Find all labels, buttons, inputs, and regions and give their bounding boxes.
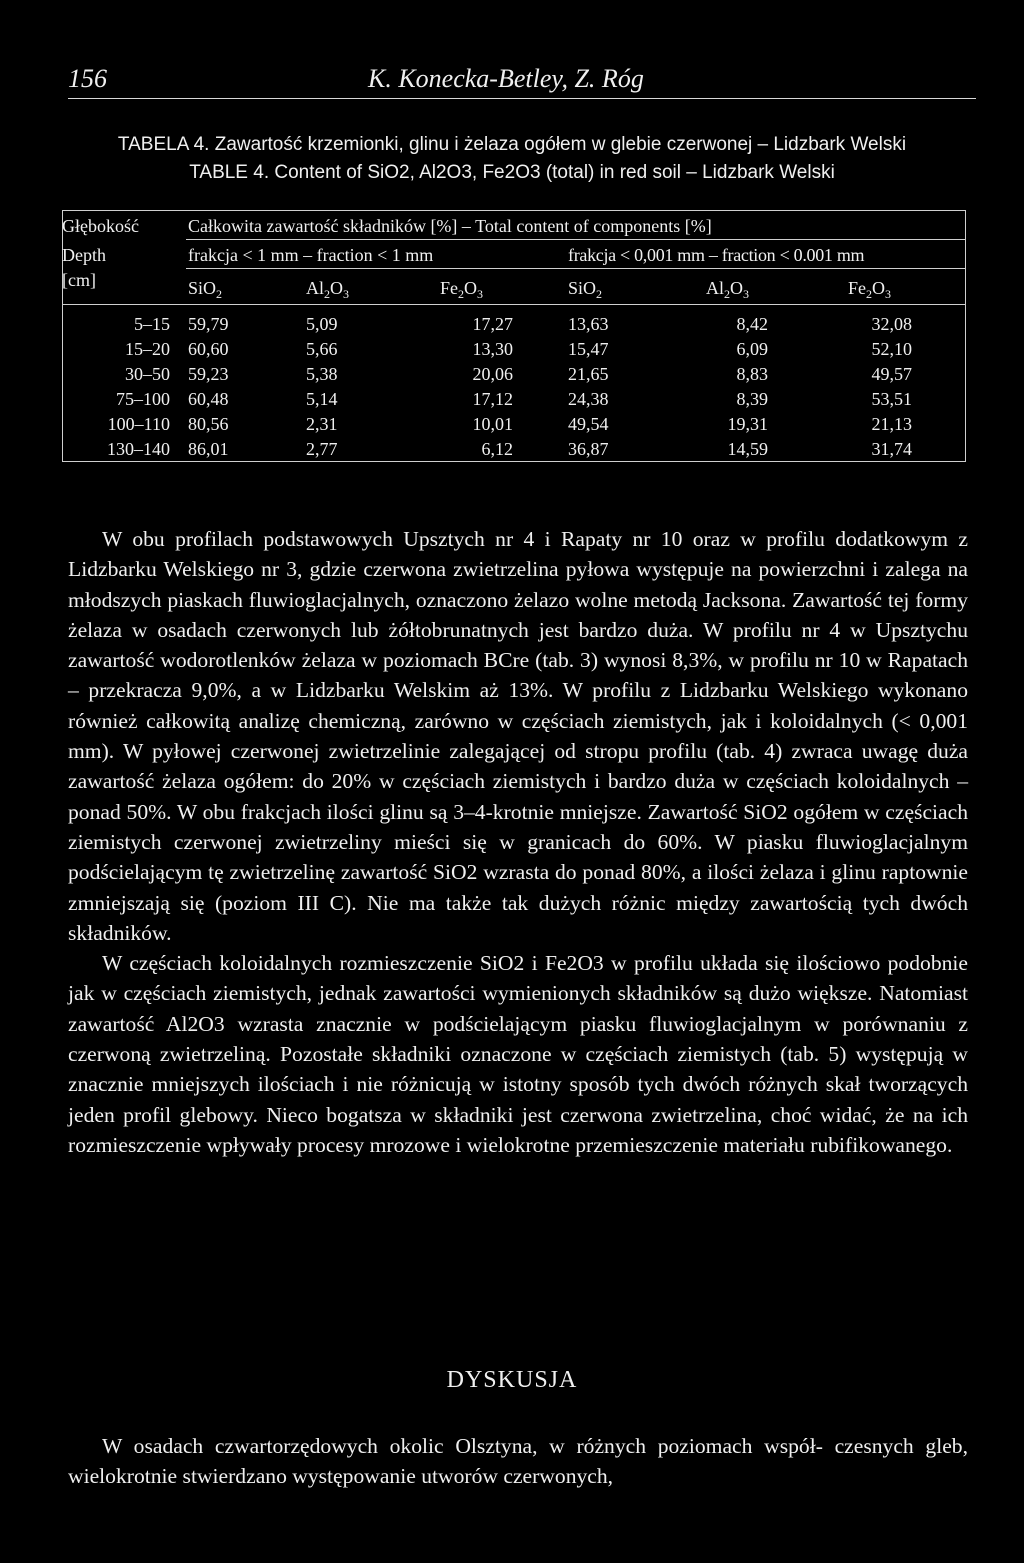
table-row-depth: 30–50 xyxy=(125,364,170,384)
table-cell: 8,42 xyxy=(736,314,768,334)
table-cell: 17,12 xyxy=(472,389,513,409)
paragraph: W częściach koloidalnych rozmieszczenie SiO2 i Fe2O3 w profilu układa się ilościowo podobnie jak w częściach ziemistych, jednak zawartości wymienionych składników są dużo większe. Natomiast zawartość Al2O3 wzrasta znacznie w podścielającym piasku fluwioglacjalnym w porównaniu z czerwoną zwietrzeliną. Pozostałe składniki oznaczone w częściach ziemistych (tab. 5) występują w znacznie mniejszych ilościach i nie różnicują w istotny sposób tych dwóch różnych skał tworzących jeden profil glebowy. Nieco bogatsza w składniki jest czerwona zwietrzelina, choć widać, że na ich rozmieszczenie wpływały procesy mrozowe i wielokrotne przemieszczenie materiału rubifikowanego. xyxy=(68,951,968,1157)
table-row-depth: 5–15 xyxy=(134,314,170,334)
fraction-coarse-header: frakcja < 1 mm – fraction < 1 mm xyxy=(188,245,434,265)
table-cell: 60,60 xyxy=(188,339,229,359)
table-cell: 24,38 xyxy=(568,389,609,409)
table-cell: 20,06 xyxy=(472,364,513,384)
table-cell: 49,54 xyxy=(568,414,609,434)
table-cell: 80,56 xyxy=(188,414,229,434)
col-header-fe2o3-fine: $Fe_2O_3$ xyxy=(848,278,891,301)
fraction-fine-header: frakcja < 0,001 mm – fraction < 0.001 mm xyxy=(568,245,865,265)
depth-header-pl: Głębokość xyxy=(62,216,139,236)
data-table xyxy=(62,210,966,462)
table-cell: 10,01 xyxy=(472,414,513,434)
table-cell: 5,09 xyxy=(306,314,338,334)
col-header-fe2o3-coarse: $Fe_2O_3$ xyxy=(440,278,483,301)
table-cell: 32,08 xyxy=(871,314,912,334)
table-cell: 52,10 xyxy=(871,339,912,359)
col-header-sio2-fine: SiO$_2$ xyxy=(568,278,603,301)
table-cell: 2,77 xyxy=(306,439,338,459)
table-row-depth: 100–110 xyxy=(107,414,170,434)
table-cell: 53,51 xyxy=(871,389,912,409)
table-cell: 5,66 xyxy=(306,339,338,359)
group-header: Całkowita zawartość składników [%] – Total content of components [%] xyxy=(188,216,712,236)
table-cell: 6,09 xyxy=(736,339,768,359)
table-cell: 59,23 xyxy=(188,364,229,384)
table-cell: 6,12 xyxy=(481,439,513,459)
paragraph: W obu profilach podstawowych Upsztych nr 4 i Rapaty nr 10 oraz w profilu dodatkowym z Lidzbarku Welskiego nr 3, gdzie czerwona zwietrzelina pyłowa występuje na powierzchni i zalega na młodszych piaskach fluwioglacjalnych, oznaczono żelazo wolne metodą Jacksona. Zawartość tej formy żelaza w osadach czerwonych lub żółtobrunatnych jest bardzo duża. W profilu nr 4 w Upsztychu zawartość wodorotlenków żelaza w poziomach BCre (tab. 3) wynosi 8,3%, w profilu nr 10 w Rapatach – przekracza 9,0%, a w Lidzbarku Welskim aż 13%. W profilu z Lidzbarku Welskiego wykonano również całkowitą analizę chemiczną, zarówno w częściach ziemistych, jak i koloidalnych (< 0,001 mm). W pyłowej czerwonej zwietrzelinie zalegającej od stropu profilu (tab. 4) zwraca uwagę duża zawartość żelaza ogółem: do 20% w częściach ziemistych i bardzo duża w częściach koloidalnych – ponad 50%. W obu frakcjach ilości glinu są 3–4-krotnie mniejsze. Zawartość SiO2 ogółem w częściach ziemistych czerwonej zwietrzeliny mieści się w granicach do 60%. W piasku fluwioglacjalnym podścielającym tę zwietrzelinę zawartość SiO2 wzrasta do ponad 80%, a ilości żelaza i glinu raptownie zmniejszają się (poziom III C). Nie ma także tak dużych różnic między zawartością tych dwóch składników. xyxy=(68,527,968,945)
page-number: 156 xyxy=(68,64,107,93)
table-cell: 86,01 xyxy=(188,439,229,459)
table-cell: 59,79 xyxy=(188,314,229,334)
running-head-authors: K. Konecka-Betley, Z. Róg xyxy=(368,64,644,93)
col-header-al2o3-fine: $Al_2O_3$ xyxy=(706,278,749,301)
body-text-results xyxy=(68,524,968,1160)
table-row-depth: 15–20 xyxy=(125,339,170,359)
running-header xyxy=(68,62,976,99)
table-cell: 21,13 xyxy=(871,414,912,434)
table-cell: 17,27 xyxy=(472,314,513,334)
table-cell: 8,39 xyxy=(736,389,768,409)
table-cell: 15,47 xyxy=(568,339,609,359)
body-text-discussion xyxy=(68,1431,968,1492)
table-cell: 5,14 xyxy=(306,389,338,409)
table-caption-english: TABLE 4. Content of SiO2, Al2O3, Fe2O3 (total) in red soil – Lidzbark Welski xyxy=(189,162,835,183)
table-cell: 19,31 xyxy=(727,414,768,434)
table-cell: 31,74 xyxy=(871,439,912,459)
table-cell: 14,59 xyxy=(727,439,768,459)
col-header-sio2-coarse: SiO$_2$ xyxy=(188,278,223,301)
section-heading: DYSKUSJA xyxy=(446,1367,578,1393)
col-header-al2o3-coarse: $Al_2O_3$ xyxy=(306,278,349,301)
table-cell: 60,48 xyxy=(188,389,229,409)
table-cell: 5,38 xyxy=(306,364,338,384)
depth-header-unit: [cm] xyxy=(62,270,96,290)
table-row-depth: 75–100 xyxy=(116,389,170,409)
table-cell: 49,57 xyxy=(871,364,912,384)
table-cell: 21,65 xyxy=(568,364,609,384)
table-cell: 13,30 xyxy=(472,339,513,359)
table-caption-polish: TABELA 4. Zawartość krzemionki, glinu i żelaza ogółem w glebie czerwonej – Lidzbark Welski xyxy=(117,134,907,155)
table-cell: 13,63 xyxy=(568,314,609,334)
table-cell: 8,83 xyxy=(736,364,768,384)
table-cell: 36,87 xyxy=(568,439,609,459)
depth-header-en: Depth xyxy=(62,245,106,265)
paragraph: W osadach czwartorzędowych okolic Olsztyna, w różnych poziomach współ- czesnych gleb, wielokrotnie stwierdzano występowanie utworów czerwonych, xyxy=(68,1434,968,1489)
table-row-depth: 130–140 xyxy=(107,439,170,459)
table-cell: 2,31 xyxy=(306,414,338,434)
